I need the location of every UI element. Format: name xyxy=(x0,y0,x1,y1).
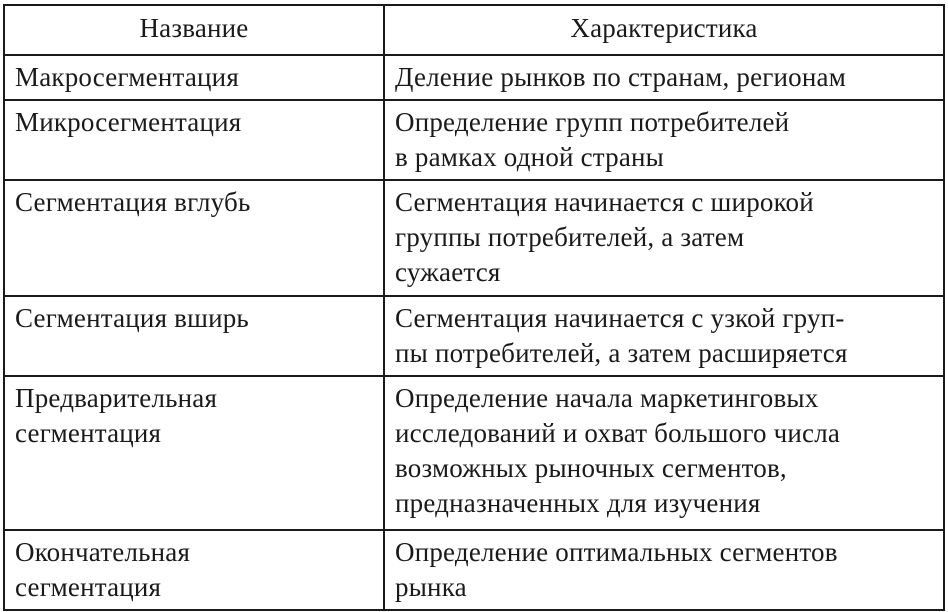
table-row xyxy=(4,296,944,376)
cell-text: в рамках одной страны xyxy=(395,142,665,172)
cell-text: пы потребителей, а затем расширяется xyxy=(395,338,848,368)
cell-name xyxy=(4,530,384,610)
cell-text: предназначенных для изучения xyxy=(395,488,761,518)
cell-description xyxy=(384,55,944,100)
cell-description xyxy=(384,530,944,610)
segmentation-table xyxy=(3,4,945,611)
cell-text: Определение начала маркетинговых xyxy=(395,383,819,413)
cell-name xyxy=(4,180,384,296)
cell-description xyxy=(384,180,944,296)
cell-text: Окончательная xyxy=(15,537,191,567)
cell-text: сегментация xyxy=(15,418,162,448)
header-description: Характеристика xyxy=(384,5,944,55)
cell-text: Определение оптимальных сегментов xyxy=(395,537,838,567)
table-row xyxy=(4,55,944,100)
cell-text: Макросегментация xyxy=(15,62,239,92)
cell-name xyxy=(4,55,384,100)
cell-text: Определение групп потребителей xyxy=(395,107,790,137)
cell-text: группы потребителей, а затем xyxy=(395,222,745,252)
cell-text: Деление рынков по странам, регионам xyxy=(395,62,846,92)
header-name: Название xyxy=(4,5,384,55)
cell-text: возможных рыночных сегментов, xyxy=(395,453,787,483)
cell-name xyxy=(4,100,384,180)
cell-name xyxy=(4,376,384,530)
cell-description xyxy=(384,376,944,530)
cell-description xyxy=(384,100,944,180)
cell-text: сегментация xyxy=(15,572,162,602)
table-row xyxy=(4,530,944,610)
cell-name xyxy=(4,296,384,376)
cell-text: исследований и охват большого числа xyxy=(395,418,841,448)
cell-text: Микросегментация xyxy=(15,107,242,137)
table-row xyxy=(4,376,944,530)
cell-description xyxy=(384,296,944,376)
cell-text: рынка xyxy=(395,572,467,602)
table-row xyxy=(4,180,944,296)
cell-text: Сегментация начинается с узкой груп- xyxy=(395,303,845,333)
table-row xyxy=(4,100,944,180)
cell-text: сужается xyxy=(395,257,501,287)
cell-text: Сегментация начинается с широкой xyxy=(395,187,814,217)
segmentation-table-container xyxy=(3,4,943,608)
cell-text: Сегментация вглубь xyxy=(15,187,251,217)
cell-text: Сегментация вширь xyxy=(15,303,249,333)
cell-text: Предварительная xyxy=(15,383,218,413)
table-header-row xyxy=(4,5,944,55)
